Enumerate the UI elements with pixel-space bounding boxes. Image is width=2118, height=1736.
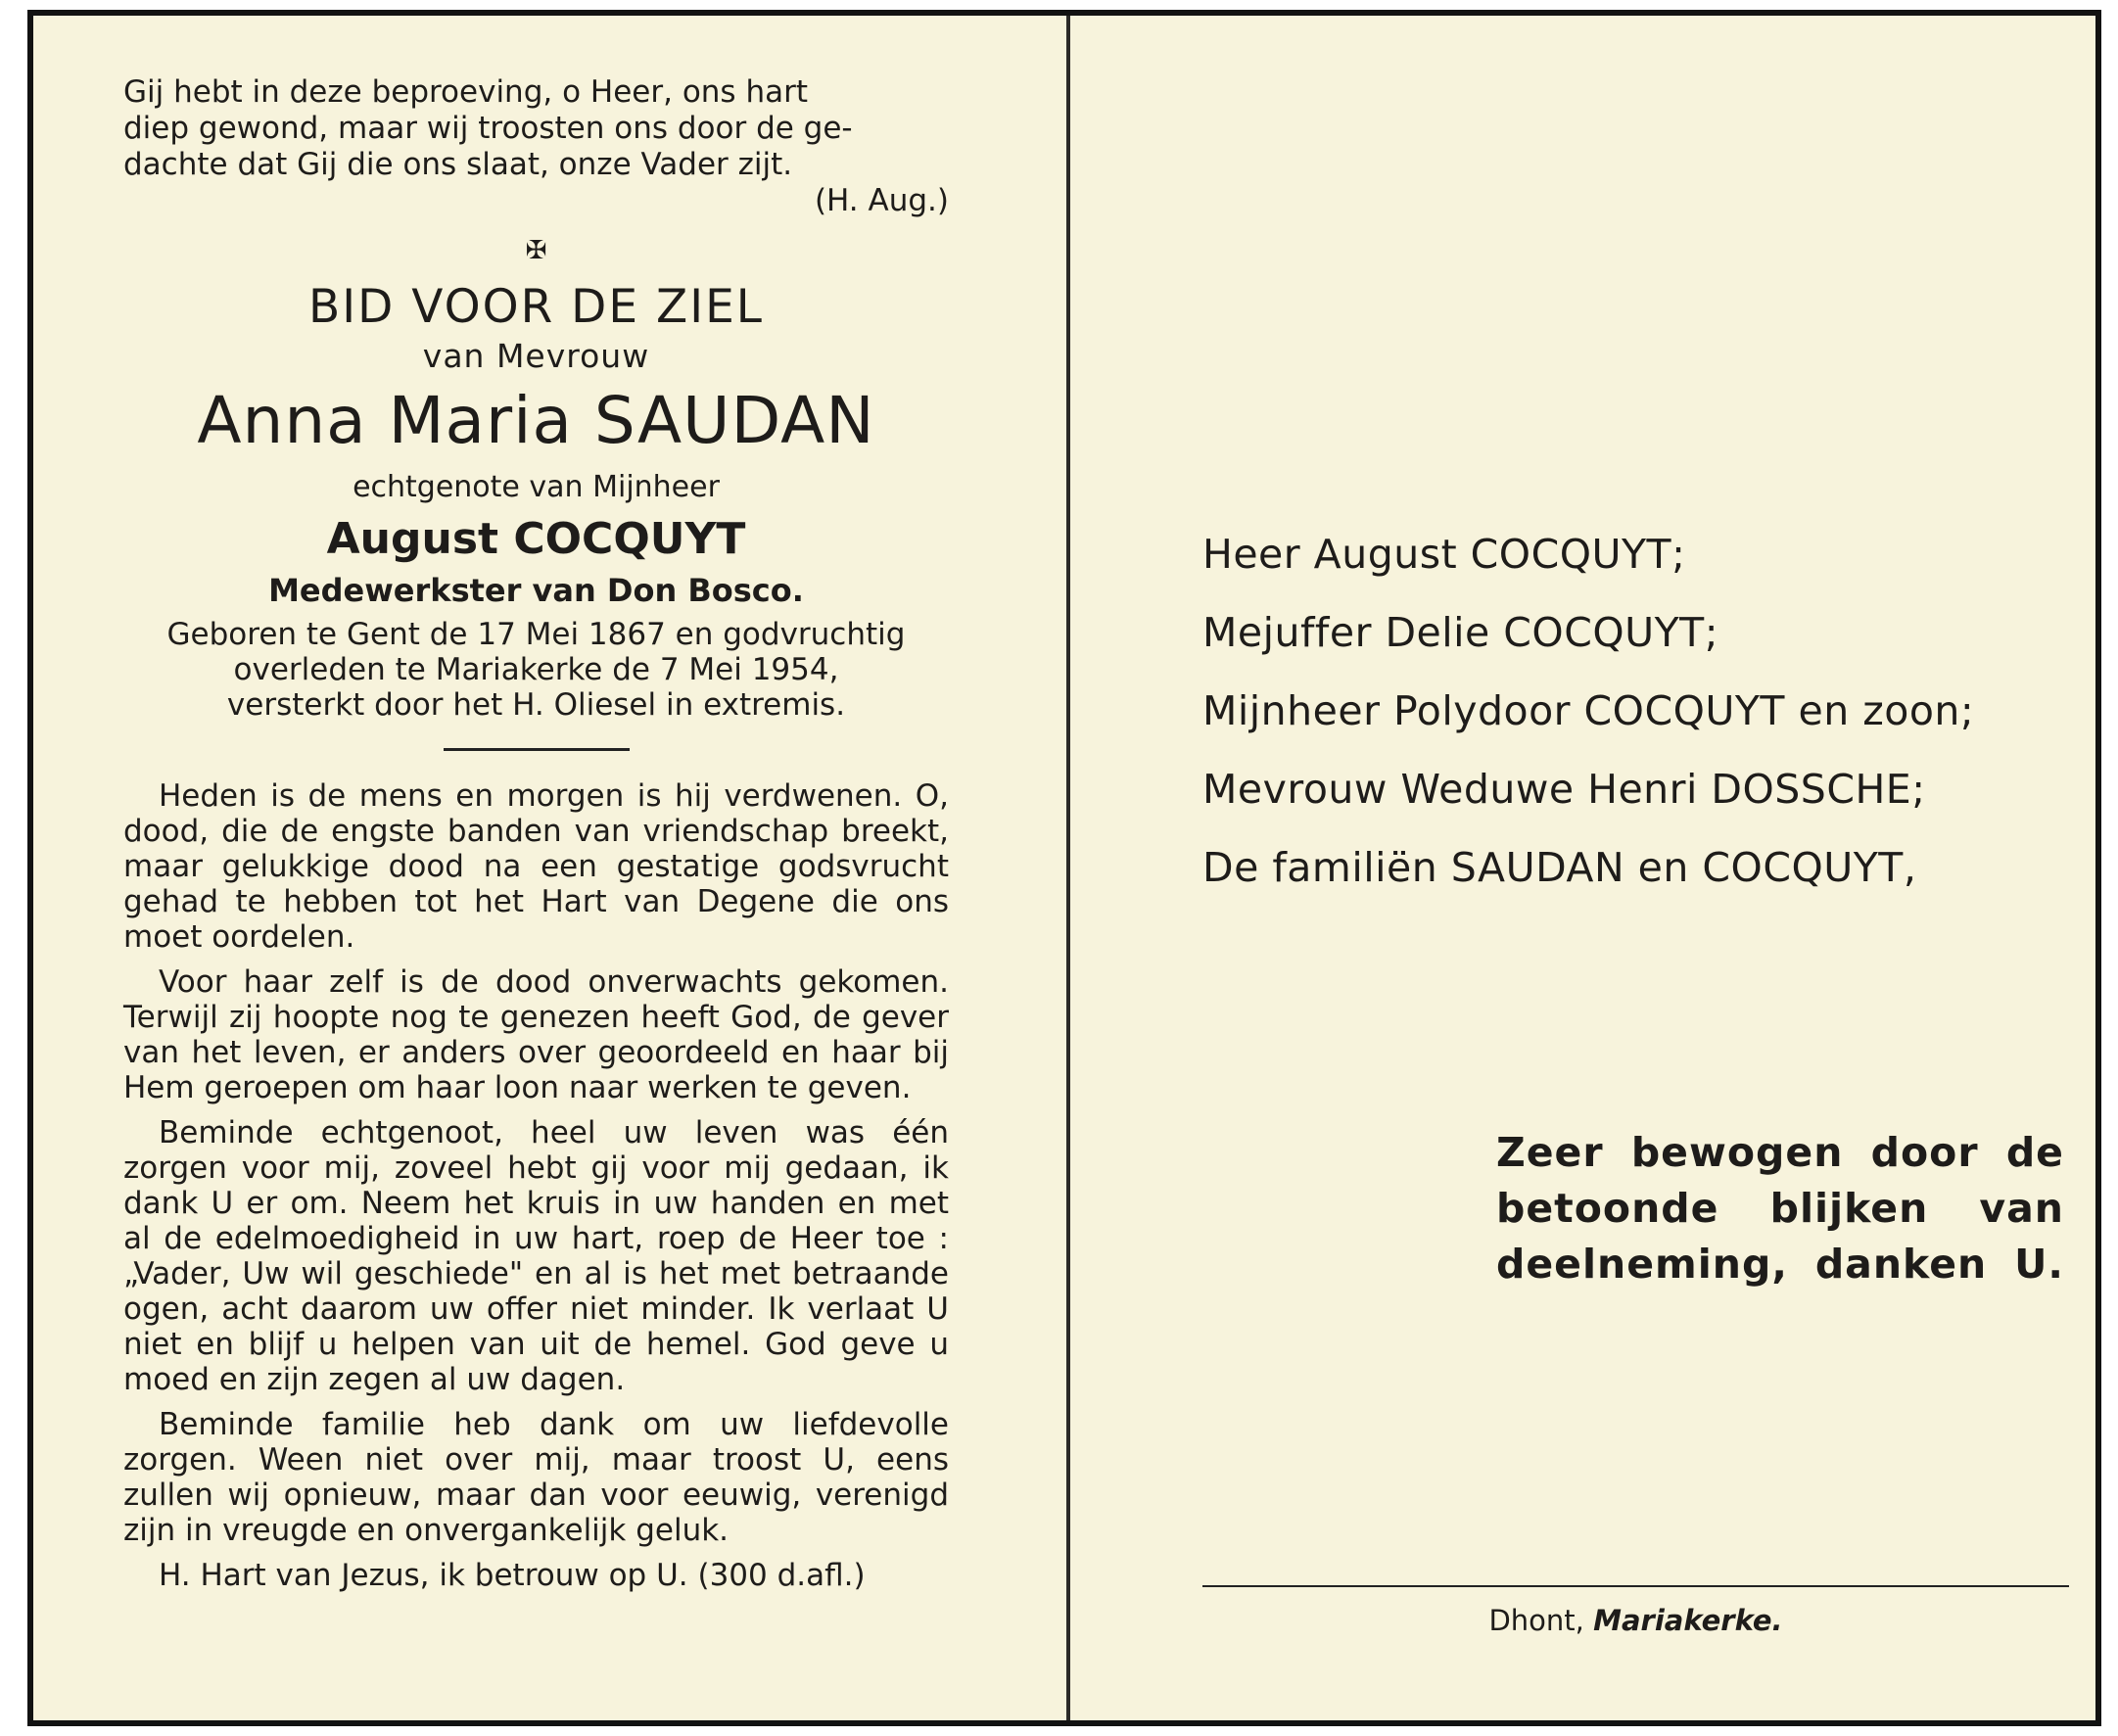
spouse-name: August COCQUYT xyxy=(326,514,746,564)
dates-line: versterkt door het H. Oliesel in extremis. xyxy=(226,687,846,723)
thanks-line: Zeer bewogen door de xyxy=(1496,1129,2064,1176)
cross-icon: ✠ xyxy=(525,236,547,265)
thanks-note xyxy=(1496,1125,2064,1292)
printer-name: Dhont, xyxy=(1488,1604,1584,1637)
opening-quote xyxy=(123,74,949,183)
left-panel xyxy=(33,16,1066,1720)
memorial-card xyxy=(27,10,2101,1726)
mourner-line: De familiën SAUDAN en COCQUYT, xyxy=(1202,844,1917,891)
dates-line: Geboren te Gent de 17 Mei 1867 en godvruchtig xyxy=(166,617,906,652)
divider xyxy=(444,748,630,751)
memorial-text xyxy=(123,778,949,1593)
role-line: Medewerkster van Don Bosco. xyxy=(268,572,804,609)
paragraph: Beminde familie heb dank om uw liefdevolle zorgen. Ween niet over mij, maar troost U, eens zullen wij opnieuw, maar dan voor eeuwig, verenigd zijn in vreugde en onvergankelijk geluk. xyxy=(123,1407,949,1548)
printer-credit xyxy=(1202,1604,2069,1637)
spouse-intro: echtgenote van Mijnheer xyxy=(353,470,720,504)
thanks-line: betoonde blijken van xyxy=(1496,1185,2064,1232)
honorific: van Mevrouw xyxy=(422,337,650,375)
quote-attribution: (H. Aug.) xyxy=(814,183,949,218)
paragraph: Heden is de mens en morgen is hij verdwenen. O, dood, die de engste banden van vriendschap breekt, maar gelukkige dood na een gestatige godsvrucht gehad te hebben tot het Hart van Degene die ons moet oordelen. xyxy=(123,778,949,955)
paragraph: Beminde echtgenoot, heel uw leven was één zorgen voor mij, zoveel hebt gij voor mij gedaan, ik dank U er om. Neem het kruis in uw handen en met al de edelmoedigheid in uw hart, roep de Heer toe : „Vader, Uw wil geschiede" en al is het met betraande ogen, acht daarom uw offer niet minder. Ik verlaat U niet en blijf u helpen van uit de hemel. God geve u moed en zijn zegen al uw dagen. xyxy=(123,1115,949,1397)
thanks-line: deelneming, danken U. xyxy=(1496,1241,2064,1288)
deceased-name: Anna Maria SAUDAN xyxy=(197,383,875,458)
printer-town: Mariakerke. xyxy=(1593,1604,1783,1637)
prayer-title: BID VOOR DE ZIEL xyxy=(308,280,764,334)
right-panel xyxy=(1070,16,2095,1720)
mourner-line: Mijnheer Polydoor COCQUYT en zoon; xyxy=(1202,687,1975,734)
mourner-line: Heer August COCQUYT; xyxy=(1202,531,1686,578)
dates-line: overleden te Mariakerke de 7 Mei 1954, xyxy=(233,652,839,687)
footer-rule xyxy=(1202,1585,2069,1587)
paragraph: Voor haar zelf is de dood onverwachts gekomen. Terwijl zij hoopte nog te genezen heeft God, de gever van het leven, er anders over geoordeeld en haar bij Hem geroepen om haar loon naar werken te geven. xyxy=(123,964,949,1105)
dates-block xyxy=(123,617,949,723)
quote-line: dachte dat Gij die ons slaat, onze Vader zijt. xyxy=(123,147,793,182)
mourners-list xyxy=(1202,515,2074,907)
closing-prayer: H. Hart van Jezus, ik betrouw op U. (300 d.afl.) xyxy=(159,1558,866,1593)
mourner-line: Mevrouw Weduwe Henri DOSSCHE; xyxy=(1202,766,1926,813)
mourner-line: Mejuffer Delie COCQUYT; xyxy=(1202,609,1719,656)
quote-line: Gij hebt in deze beproeving, o Heer, ons hart xyxy=(123,74,808,110)
quote-line: diep gewond, maar wij troosten ons door de ge- xyxy=(123,111,853,146)
